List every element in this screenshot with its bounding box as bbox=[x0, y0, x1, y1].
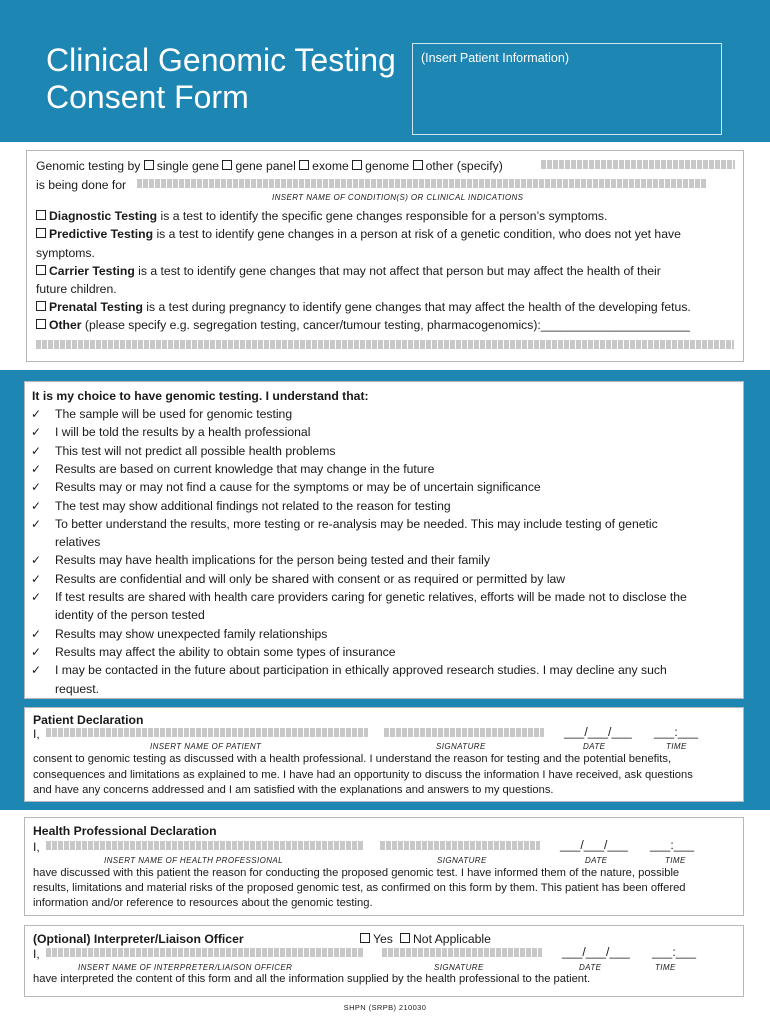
testing-options-line: Genomic testing by single gene gene panel exome genome other (specify) bbox=[36, 159, 503, 173]
patient-signature-caption: SIGNATURE bbox=[436, 742, 486, 751]
interpreter-name-field[interactable] bbox=[46, 948, 364, 957]
form-code: SHPN (SRPB) 210030 bbox=[343, 1003, 427, 1012]
hp-text-2: results, limitations and material risks of the proposed genomic test, as confirmed on this form by them. This patient has been offered bbox=[33, 882, 686, 894]
hp-signature-field[interactable] bbox=[380, 841, 540, 850]
understanding-item: Results may show unexpected family relationships bbox=[55, 626, 328, 641]
understanding-item: I will be told the results by a health professional bbox=[55, 425, 311, 440]
understanding-item: I may be contacted in the future about participation in ethically approved research studies. I may decline any such bbox=[55, 663, 667, 678]
patient-date-caption: DATE bbox=[583, 742, 606, 751]
interpreter-time-field[interactable]: ___:___ bbox=[652, 945, 697, 959]
patient-name-caption: INSERT NAME OF PATIENT bbox=[150, 742, 262, 751]
gene-panel-checkbox[interactable] bbox=[222, 160, 232, 170]
predictive-testing-cont: symptoms. bbox=[36, 246, 95, 260]
understanding-item: This test will not predict all possible health problems bbox=[55, 443, 336, 458]
check-icon: ✓ bbox=[31, 498, 42, 513]
diagnostic-testing-option[interactable]: Diagnostic Testing is a test to identify the specific gene changes responsible for a person’s symptoms. bbox=[36, 209, 607, 223]
understanding-item: request. bbox=[55, 681, 100, 696]
hp-i-label: I, bbox=[33, 840, 40, 854]
check-icon: ✓ bbox=[31, 443, 42, 458]
interpreter-signature-field[interactable] bbox=[382, 948, 542, 957]
hp-signature-caption: SIGNATURE bbox=[437, 856, 487, 865]
hp-date-field[interactable]: ___/___/___ bbox=[560, 838, 628, 852]
understanding-item: The sample will be used for genomic testing bbox=[55, 407, 293, 421]
check-icon: ✓ bbox=[31, 480, 42, 495]
patient-signature-field[interactable] bbox=[384, 728, 544, 737]
understanding-item: The test may show additional findings not related to the reason for testing bbox=[55, 498, 451, 513]
understanding-heading: It is my choice to have genomic testing. I understand that: bbox=[32, 389, 369, 403]
interpreter-text: have interpreted the content of this form and all the information supplied by the health professional to the patient. bbox=[33, 973, 591, 985]
check-icon: ✓ bbox=[31, 461, 42, 476]
patient-info-field[interactable]: (Insert Patient Information) bbox=[412, 43, 722, 135]
other-specify-field[interactable] bbox=[541, 160, 735, 169]
patient-consent-text-1: consent to genomic testing as discussed with a health professional. I understand the reason for testing and the potential benefits, bbox=[33, 753, 672, 765]
check-icon: ✓ bbox=[31, 516, 42, 531]
check-icon: ✓ bbox=[31, 626, 42, 641]
other-checkbox[interactable] bbox=[413, 160, 423, 170]
check-icon: ✓ bbox=[31, 663, 42, 678]
understanding-item: Results may have health implications for the person being tested and their family bbox=[55, 553, 490, 568]
carrier-testing-cont: future children. bbox=[36, 282, 117, 296]
patient-time-caption: TIME bbox=[666, 742, 687, 751]
exome-checkbox[interactable] bbox=[299, 160, 309, 170]
predictive-testing-option[interactable]: Predictive Testing is a test to identify gene changes in a person at risk of a genetic condition, who does not yet have bbox=[36, 227, 681, 241]
check-icon: ✓ bbox=[31, 553, 42, 568]
patient-consent-text-3: and have any concerns addressed and I am satisfied with the explanations and answers to my questions. bbox=[33, 784, 554, 796]
hp-time-caption: TIME bbox=[665, 856, 686, 865]
page-title: Clinical Genomic Testing Consent Form bbox=[46, 42, 396, 115]
hp-declaration-heading: Health Professional Declaration bbox=[33, 824, 217, 838]
understanding-item: Results may or may not find a cause for the symptoms or may be of uncertain significance bbox=[55, 480, 541, 495]
understanding-item: relatives bbox=[55, 535, 101, 550]
patient-consent-text-2: consequences and limitations as explained to me. I have had an opportunity to discuss the information I have received, ask questions bbox=[33, 769, 693, 781]
check-icon: ✓ bbox=[31, 644, 42, 659]
interpreter-yes-option[interactable]: Yes bbox=[360, 932, 393, 946]
hp-text-3: information and/or reference to resources about the genomic testing. bbox=[33, 897, 373, 909]
other-testing-field[interactable] bbox=[36, 340, 734, 349]
patient-i-label: I, bbox=[33, 727, 40, 741]
interpreter-i-label: I, bbox=[33, 947, 40, 961]
interpreter-date-field[interactable]: ___/___/___ bbox=[562, 945, 630, 959]
interpreter-na-option[interactable]: Not Applicable bbox=[400, 932, 491, 946]
interpreter-date-caption: DATE bbox=[579, 963, 602, 972]
done-for-label: is being done for bbox=[36, 178, 127, 192]
interpreter-time-caption: TIME bbox=[655, 963, 676, 972]
patient-declaration-heading: Patient Declaration bbox=[33, 713, 144, 727]
single-gene-checkbox[interactable] bbox=[144, 160, 154, 170]
condition-caption: INSERT NAME OF CONDITION(S) OR CLINICAL INDICATIONS bbox=[272, 193, 524, 202]
understanding-item: Results are confidential and will only be shared with consent or as required or permitted by law bbox=[55, 571, 566, 586]
patient-time-field[interactable]: ___:___ bbox=[654, 725, 699, 739]
interpreter-heading: (Optional) Interpreter/Liaison Officer bbox=[33, 932, 244, 946]
hp-name-caption: INSERT NAME OF HEALTH PROFESSIONAL bbox=[104, 856, 283, 865]
understanding-item: If test results are shared with health care providers caring for genetic relatives, efforts will be made not to disclose the bbox=[55, 590, 687, 604]
carrier-testing-option[interactable]: Carrier Testing is a test to identify gene changes that may not affect that person but may affect the health of their bbox=[36, 264, 661, 278]
check-icon: ✓ bbox=[31, 590, 42, 604]
understanding-item: Results may affect the ability to obtain some types of insurance bbox=[55, 644, 396, 659]
other-testing-option[interactable]: Other (please specify e.g. segregation testing, cancer/tumour testing, pharmacogenomics):______________________ bbox=[36, 318, 690, 332]
hp-time-field[interactable]: ___:___ bbox=[650, 838, 695, 852]
prenatal-testing-option[interactable]: Prenatal Testing is a test during pregnancy to identify gene changes that may affect the health of the developing fetus. bbox=[36, 300, 691, 314]
condition-field[interactable] bbox=[137, 179, 707, 188]
patient-date-field[interactable]: ___/___/___ bbox=[564, 725, 632, 739]
understanding-item: To better understand the results, more testing or re-analysis may be needed. This may include testing of genetic bbox=[55, 516, 658, 531]
understanding-item: identity of the person tested bbox=[55, 608, 205, 623]
hp-date-caption: DATE bbox=[585, 856, 608, 865]
check-icon: ✓ bbox=[31, 407, 42, 421]
genome-checkbox[interactable] bbox=[352, 160, 362, 170]
understanding-item: Results are based on current knowledge that may change in the future bbox=[55, 461, 435, 476]
hp-text-1: have discussed with this patient the reason for conducting the proposed genomic test. I have informed them of the nature, possible bbox=[33, 867, 680, 879]
check-icon: ✓ bbox=[31, 425, 42, 440]
interpreter-signature-caption: SIGNATURE bbox=[434, 963, 484, 972]
patient-name-field[interactable] bbox=[46, 728, 368, 737]
check-icon: ✓ bbox=[31, 571, 42, 586]
interpreter-name-caption: INSERT NAME OF INTERPRETER/LIAISON OFFICER bbox=[78, 963, 293, 972]
hp-name-field[interactable] bbox=[46, 841, 364, 850]
